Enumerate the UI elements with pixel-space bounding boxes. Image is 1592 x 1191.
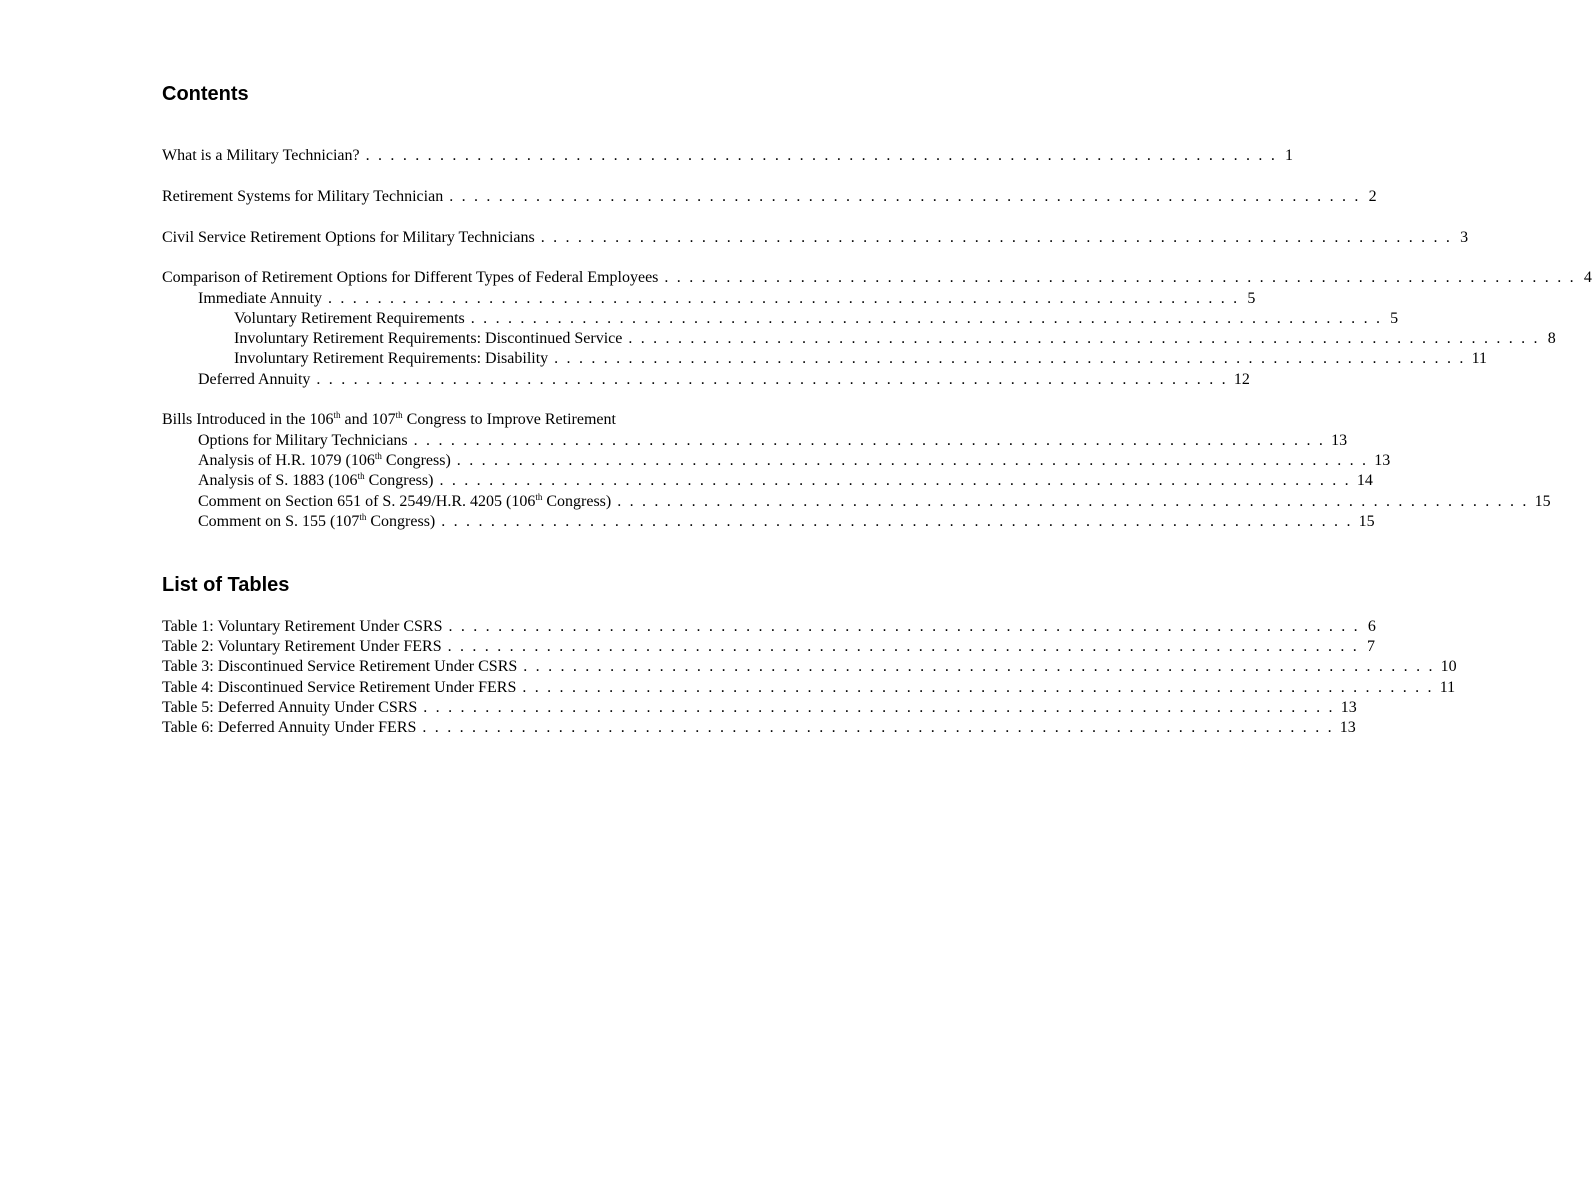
table-list-entry[interactable] <box>0 678 1456 698</box>
leader-dots: . . . . . . . . . . . . . . . . . . . . . . . . . . . . . . . . . . . . . . . . . . . . . . . . . . . . . . . . . . . . . . . . . . . . . . . . . . <box>365 147 1278 164</box>
toc-entry-title: Immediate Annuity <box>198 290 322 307</box>
toc-entry-title: Civil Service Retirement Options for Military Technicians <box>162 229 535 246</box>
toc-entry-title: Analysis of H.R. 1079 (106th Congress) <box>198 451 451 469</box>
table-page-number: 10 <box>1440 658 1457 675</box>
toc-page-number: 13 <box>1331 432 1348 449</box>
toc-entry[interactable] <box>0 512 1375 532</box>
table-page-number: 6 <box>1367 618 1376 635</box>
contents-heading: Contents <box>162 83 249 105</box>
toc-page-number: 13 <box>1374 452 1391 469</box>
toc-entry[interactable] <box>0 451 1391 471</box>
toc-entry[interactable] <box>0 289 1256 309</box>
table-entry-title: Table 1: Voluntary Retirement Under CSRS <box>162 618 443 635</box>
leader-dots: . . . . . . . . . . . . . . . . . . . . . . . . . . . . . . . . . . . . . . . . . . . . . . . . . . . . . . . . . . . . . . . . . . . . . . . . . . <box>523 658 1435 675</box>
table-list-entry[interactable] <box>0 657 1457 677</box>
table-list-entry[interactable] <box>0 698 1357 718</box>
toc-entry[interactable] <box>0 228 1469 248</box>
toc-entry[interactable] <box>0 309 1399 329</box>
toc-entry[interactable] <box>0 146 1294 166</box>
toc-entry-title: Involuntary Retirement Requirements: Discontinued Service <box>234 330 623 347</box>
toc-entry[interactable] <box>0 268 1592 288</box>
toc-entry-title: Involuntary Retirement Requirements: Disability <box>234 350 549 367</box>
leader-dots: . . . . . . . . . . . . . . . . . . . . . . . . . . . . . . . . . . . . . . . . . . . . . . . . . . . . . . . . . . . . . . . . . . . . . . . . . . <box>470 310 1383 327</box>
leader-dots: . . . . . . . . . . . . . . . . . . . . . . . . . . . . . . . . . . . . . . . . . . . . . . . . . . . . . . . . . . . . . . . . . . . . . . . . . . <box>540 229 1453 246</box>
table-entry-title: Table 6: Deferred Annuity Under FERS <box>162 719 417 736</box>
toc-entry[interactable] <box>0 349 1487 369</box>
toc-entry-title: Comparison of Retirement Options for Different Types of Federal Employees <box>162 269 659 286</box>
toc-entry-title: Analysis of S. 1883 (106th Congress) <box>198 471 434 489</box>
toc-page-number: 8 <box>1547 330 1556 347</box>
leader-dots: . . . . . . . . . . . . . . . . . . . . . . . . . . . . . . . . . . . . . . . . . . . . . . . . . . . . . . . . . . . . . . . . . . . . . . . . . . <box>456 452 1369 469</box>
toc-entry-title: Bills Introduced in the 106th and 107th Congress to Improve Retirement <box>162 410 616 428</box>
toc-page-number: 1 <box>1285 147 1294 164</box>
leader-dots: . . . . . . . . . . . . . . . . . . . . . . . . . . . . . . . . . . . . . . . . . . . . . . . . . . . . . . . . . . . . . . . . . . . . . . . . . . <box>422 719 1334 736</box>
table-page-number: 7 <box>1367 638 1375 655</box>
leader-dots: . . . . . . . . . . . . . . . . . . . . . . . . . . . . . . . . . . . . . . . . . . . . . . . . . . . . . . . . . . . . . . . . . . . . . . . . . . <box>316 371 1228 388</box>
toc-page-number: 11 <box>1471 350 1487 367</box>
table-entry-title: Table 2: Voluntary Retirement Under FERS <box>162 638 442 655</box>
toc-entry-title: Voluntary Retirement Requirements <box>234 310 465 327</box>
toc-page-number: 15 <box>1534 493 1551 510</box>
list-of-tables-heading: List of Tables <box>162 574 290 596</box>
toc-entry[interactable] <box>0 329 1556 349</box>
toc-page-number: 3 <box>1460 229 1469 246</box>
toc-entry[interactable] <box>0 187 1377 207</box>
toc-entry-title: Comment on S. 155 (107th Congress) <box>198 512 436 530</box>
table-page-number: 11 <box>1439 679 1456 696</box>
toc-page-number: 15 <box>1358 513 1375 530</box>
toc-entry-title: What is a Military Technician? <box>162 147 360 164</box>
toc-entry[interactable] <box>0 431 1348 451</box>
toc-entry[interactable] <box>0 410 920 430</box>
toc-page-number: 12 <box>1233 371 1250 388</box>
table-list-entry[interactable] <box>0 637 1375 657</box>
table-entry-title: Table 4: Discontinued Service Retirement Under FERS <box>162 679 517 696</box>
table-list-entry[interactable] <box>0 617 1376 637</box>
leader-dots: . . . . . . . . . . . . . . . . . . . . . . . . . . . . . . . . . . . . . . . . . . . . . . . . . . . . . . . . . . . . . . . . . . . . . . . . . . <box>522 679 1434 696</box>
leader-dots: . . . . . . . . . . . . . . . . . . . . . . . . . . . . . . . . . . . . . . . . . . . . . . . . . . . . . . . . . . . . . . . . . . . . . . . . . . <box>327 290 1240 307</box>
toc-entry[interactable] <box>0 492 1551 512</box>
toc-entry-title: Comment on Section 651 of S. 2549/H.R. 4205 (106th Congress) <box>198 492 612 510</box>
toc-entry[interactable] <box>0 370 1250 390</box>
leader-dots: . . . . . . . . . . . . . . . . . . . . . . . . . . . . . . . . . . . . . . . . . . . . . . . . . . . . . . . . . . . . . . . . . . . . . . . . . . <box>413 432 1326 449</box>
leader-dots: . . . . . . . . . . . . . . . . . . . . . . . . . . . . . . . . . . . . . . . . . . . . . . . . . . . . . . . . . . . . . . . . . . . . . . . . . . <box>617 493 1529 510</box>
toc-page-number: 5 <box>1247 290 1256 307</box>
toc-page-number: 2 <box>1368 188 1377 205</box>
leader-dots: . . . . . . . . . . . . . . . . . . . . . . . . . . . . . . . . . . . . . . . . . . . . . . . . . . . . . . . . . . . . . . . . . . . . . . . . . . <box>447 638 1359 655</box>
table-list-entry[interactable] <box>0 718 1356 738</box>
leader-dots: . . . . . . . . . . . . . . . . . . . . . . . . . . . . . . . . . . . . . . . . . . . . . . . . . . . . . . . . . . . . . . . . . . . . . . . . . . <box>448 618 1360 635</box>
table-page-number: 13 <box>1339 719 1356 736</box>
toc-entry-title: Retirement Systems for Military Technician <box>162 188 444 205</box>
toc-page-number: 5 <box>1390 310 1399 327</box>
toc-entry-title: Deferred Annuity <box>198 371 311 388</box>
leader-dots: . . . . . . . . . . . . . . . . . . . . . . . . . . . . . . . . . . . . . . . . . . . . . . . . . . . . . . . . . . . . . . . . . . . . . . . . . . <box>439 472 1351 489</box>
leader-dots: . . . . . . . . . . . . . . . . . . . . . . . . . . . . . . . . . . . . . . . . . . . . . . . . . . . . . . . . . . . . . . . . . . . . . . . . . . <box>664 269 1576 286</box>
leader-dots: . . . . . . . . . . . . . . . . . . . . . . . . . . . . . . . . . . . . . . . . . . . . . . . . . . . . . . . . . . . . . . . . . . . . . . . . . . <box>423 699 1335 716</box>
toc-page-number: 4 <box>1583 269 1592 286</box>
leader-dots: . . . . . . . . . . . . . . . . . . . . . . . . . . . . . . . . . . . . . . . . . . . . . . . . . . . . . . . . . . . . . . . . . . . . . . . . . . <box>628 330 1540 347</box>
toc-entry[interactable] <box>0 471 1373 491</box>
leader-dots: . . . . . . . . . . . . . . . . . . . . . . . . . . . . . . . . . . . . . . . . . . . . . . . . . . . . . . . . . . . . . . . . . . . . . . . . . . <box>449 188 1361 205</box>
table-entry-title: Table 5: Deferred Annuity Under CSRS <box>162 699 418 716</box>
toc-page-number: 14 <box>1356 472 1373 489</box>
table-entry-title: Table 3: Discontinued Service Retirement Under CSRS <box>162 658 518 675</box>
leader-dots: . . . . . . . . . . . . . . . . . . . . . . . . . . . . . . . . . . . . . . . . . . . . . . . . . . . . . . . . . . . . . . . . . . . . . . . . . . <box>554 350 1466 367</box>
toc-entry-title: Options for Military Technicians <box>198 432 408 449</box>
table-page-number: 13 <box>1340 699 1357 716</box>
leader-dots: . . . . . . . . . . . . . . . . . . . . . . . . . . . . . . . . . . . . . . . . . . . . . . . . . . . . . . . . . . . . . . . . . . . . . . . . . . <box>441 513 1353 530</box>
